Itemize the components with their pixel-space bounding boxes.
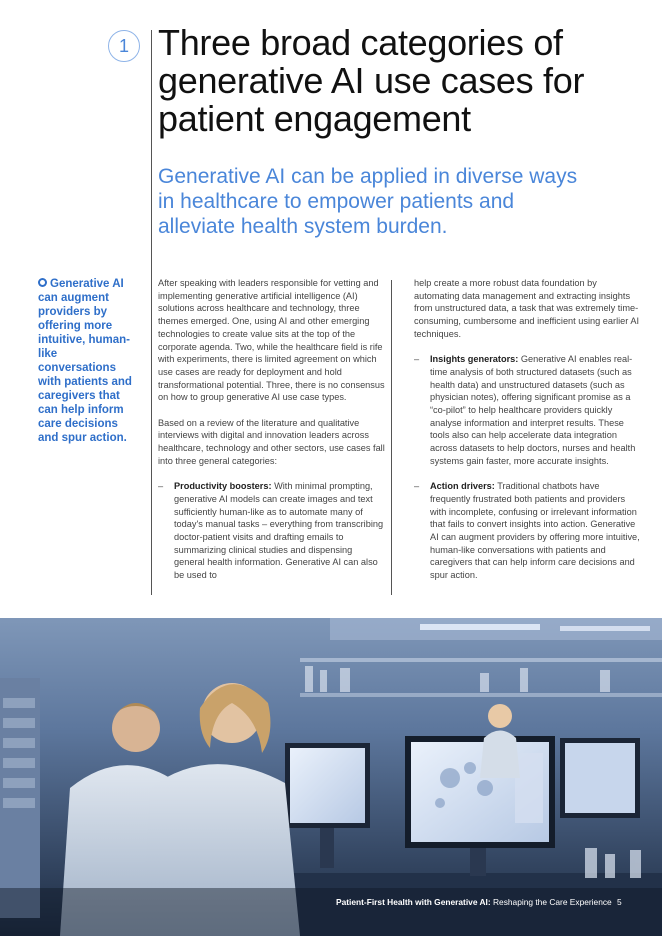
pull-quote xyxy=(38,277,138,445)
chapter-number: 1 xyxy=(118,35,129,56)
list-item-label: Action drivers: xyxy=(430,481,495,492)
list-item-text: With minimal prompting, generative AI models can create images and text sufficiently human-like as to automate many of today's manual tasks – everything from transcribing doctor-patient visits and drafting emails to summarizing clinical studies and dispensing general health information. Generative AI can also be used to xyxy=(174,481,384,581)
list-dash: – xyxy=(414,354,420,365)
list-item-label: Insights generators: xyxy=(430,354,519,365)
column-divider xyxy=(391,280,392,595)
body-paragraph: Based on a review of the literature and qualitative interviews with digital and innovation leaders across healthcare, technology and other sectors, use cases fall into three general categories: xyxy=(158,417,385,466)
footer-title-rest: Reshaping the Care Experience xyxy=(490,897,612,907)
list-item-text: Generative AI enables real-time analysis of both structured datasets (such as health data) and unstructured datasets (such as physician notes), offering significant promise as a “co-pilot” to help healthcare providers quickly analyse information and interpret results. These tools also can help accelerate data integration across datasets to help doctors, nurses and health systems gain faster, more accurate insights. xyxy=(430,354,636,466)
title-divider xyxy=(151,30,152,595)
footer-title xyxy=(336,897,612,907)
list-item-label: Productivity boosters: xyxy=(174,481,272,492)
list-dash: – xyxy=(158,481,164,492)
page-title: Three broad categories of generative AI use cases for patient engagement xyxy=(158,22,585,139)
list-item-text: Traditional chatbots have frequently frustrated both patients and providers with incomplete, confusing or irrelevant information that fails to convert insights into action. Generative AI can augment providers by offering more intuitive, human-like conversations with patients and caregivers that can help inform care decisions and spur action. xyxy=(430,481,640,581)
footer-title-bold: Patient-First Health with Generative AI: xyxy=(336,897,491,907)
body-column-right xyxy=(414,277,641,595)
list-item xyxy=(158,480,385,582)
body-column-left xyxy=(158,277,385,595)
list-item-continuation xyxy=(414,277,641,341)
list-item-text: help create a more robust data foundation by automating data management and extracting insights from unstructured data, a task that was extremely time-consuming, cumbersome and inefficient using earlier AI techniques. xyxy=(414,278,640,339)
page-subtitle: Generative AI can be applied in diverse ways in healthcare to empower patients and alleviate health system burden. xyxy=(158,165,578,238)
pull-quote-text: Generative AI can augment providers by offering more intuitive, human-like conversations with patients and caregivers that can help inform care decisions and spur action. xyxy=(38,278,132,444)
laboratory-photo xyxy=(0,618,662,936)
list-item xyxy=(414,480,641,582)
list-item xyxy=(414,353,641,467)
page-number: 5 xyxy=(617,897,622,907)
quote-dot-icon xyxy=(38,278,47,287)
laboratory-illustration xyxy=(0,618,662,936)
chapter-number-badge xyxy=(108,30,140,62)
body-paragraph: After speaking with leaders responsible for vetting and implementing generative artificial intelligence (AI) solutions across healthcare and technology, three themes emerged. One, using AI and other emerging technologies to create value sits at the top of the corporate agenda. Two, while the healthcare field is rife with experiments, there is limited agreement on which use cases are ready for deployment and hold transformational potential. Three, there is no consensus on how to group generative AI use case types. xyxy=(158,278,385,403)
list-dash: – xyxy=(414,481,420,492)
